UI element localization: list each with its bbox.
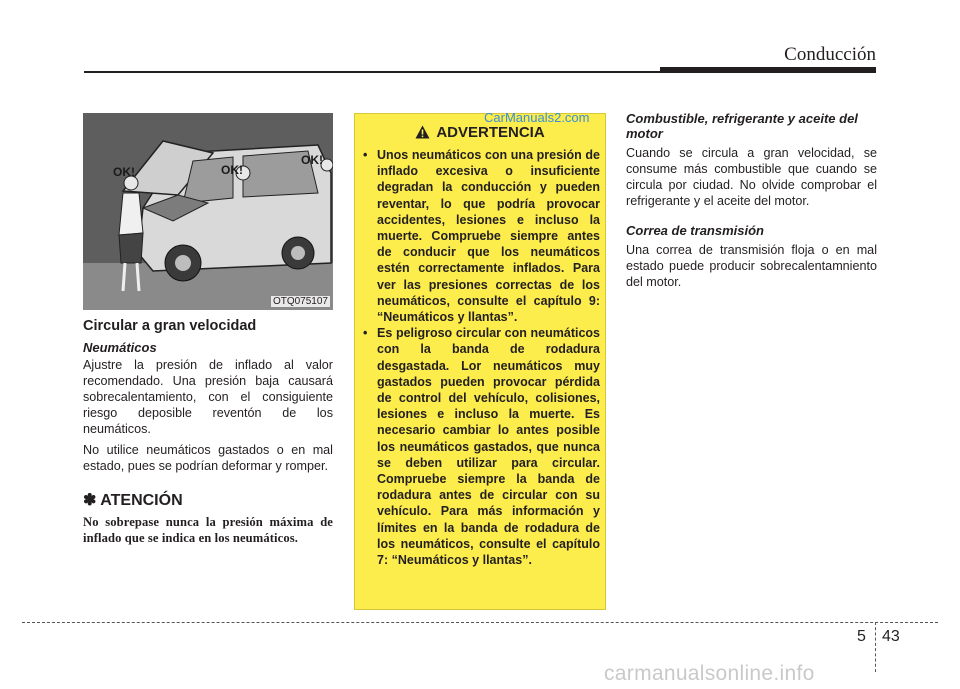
footer-rule (22, 622, 938, 623)
page-number: 43 (882, 628, 900, 645)
warning-item (363, 147, 600, 325)
chapter-number: 5 (857, 628, 866, 645)
running-header: Conducción (784, 44, 876, 65)
warning-item (363, 325, 600, 568)
site-watermark: carmanualsonline.info (604, 662, 815, 685)
bullet-icon: • (363, 326, 368, 341)
warning-triangle-icon (415, 125, 430, 139)
left-column (83, 318, 333, 546)
van-drawing (83, 113, 333, 310)
section-title: Circular a gran velocidad (83, 318, 257, 334)
page-number-divider (875, 622, 876, 672)
warning-item-text: Unos neumáticos con una presión de inflado excesiva o insuficiente degradan la conducción y pueden reventar, lo que podría provocar accidentes, lesiones e incluso la muerte. Compruebe siempre antes de conducir que los neumáticos estén correctamente inflados. Para ver las presiones correctas de los neumáticos, consulte el capítulo 9: “Neumáticos y llantas”. (377, 148, 600, 325)
warning-box (354, 113, 606, 610)
attention-heading: ✽ ATENCIÓN (83, 492, 183, 509)
warning-heading (355, 124, 605, 141)
ok-label-1: OK! (113, 165, 135, 179)
warning-item-text: Es peligroso circular con neumáticos con la banda de rodadura desgastada. Lor neumáticos muy gastados pueden provocar pérdida de control del vehículo, colisiones, lesiones e incluso la muerte. Es necesario cambiar lo antes posible los neumáticos gastados, que nunca se deben utilizar para circular. Compruebe siempre la banda de rodadura antes de circular con su vehículo. Para más información y límites en la banda de rodadura de los neumáticos, consulte el capítulo 7: “Neumáticos y llantas”. (377, 326, 600, 568)
paragraph: No utilice neumáticos gastados o en mal estado, pues se podrían deformar y romper. (83, 443, 333, 473)
warning-list (363, 147, 600, 568)
figure-code: OTQ075107 (272, 296, 328, 307)
paragraph: Una correa de transmisión floja o en mal estado puede producir sobrecalentamniento del motor. (626, 243, 877, 289)
warning-heading-text: ADVERTENCIA (436, 124, 545, 141)
van-illustration (83, 113, 333, 310)
bullet-icon: • (363, 148, 368, 162)
header-rule (84, 71, 664, 73)
subsection-title: Combustible, refrigerante y aceite del motor (626, 111, 858, 141)
right-column (626, 111, 877, 295)
paragraph: Ajustre la presión de inflado al valor recomendado. Una presión baja causará sobrecalentamiento, con el consiguiente riesgo deposible reventón de los neumáticos. (83, 358, 333, 436)
attention-text: No sobrepase nunca la presión máxima de inflado que se indica en los neumáticos. (83, 515, 333, 545)
header-rule-thick (660, 67, 876, 73)
watermark-link[interactable]: CarManuals2.com (484, 110, 590, 125)
paragraph: Cuando se circula a gran velocidad, se consume más combustible que cuando se circula por ciudad. No olvide comprobar el refrigerante y el aceite del motor. (626, 146, 877, 208)
subsection-title: Neumáticos (83, 340, 157, 355)
subsection-title: Correa de transmisión (626, 223, 764, 238)
ok-label-2: OK! (221, 163, 243, 177)
ok-label-3: OK! (301, 153, 323, 167)
